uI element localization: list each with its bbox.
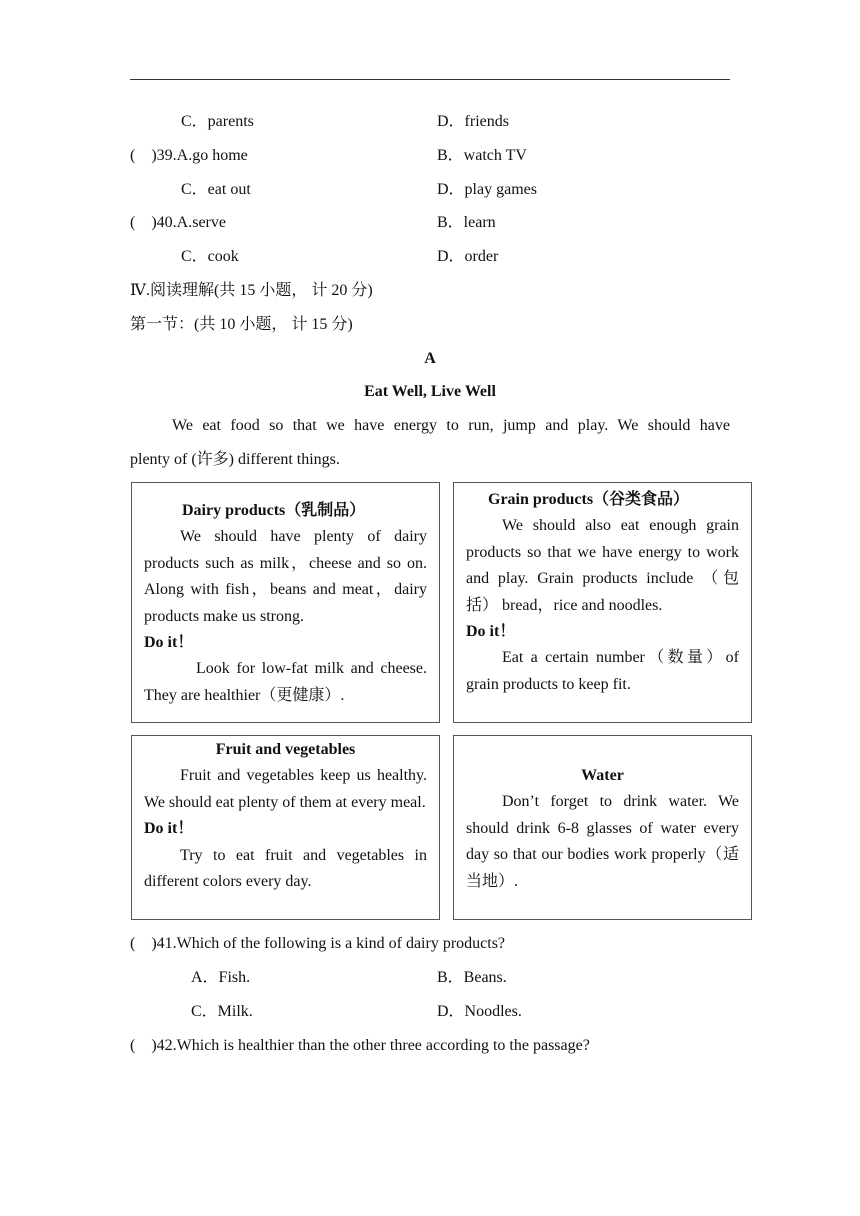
passage-letter: A xyxy=(424,350,436,367)
q40-option-b: B．learn xyxy=(437,214,496,231)
q39-option-d: D．play games xyxy=(437,181,537,198)
q41-option-a: A．Fish. xyxy=(191,969,251,986)
q39-option-b: B．watch TV xyxy=(437,147,527,164)
q41-stem: ( )41.Which of the following is a kind of dairy products? xyxy=(130,935,506,952)
water-body: Don’t forget to drink water. We should drink 6-8 glasses of water every day so that our bodies work properly（适当地）. xyxy=(466,793,739,890)
q39-option-c: C．eat out xyxy=(181,181,251,198)
water-title: Water xyxy=(581,767,624,784)
fruit-body: Fruit and vegetables keep us healthy. We should eat plenty of them at every meal. xyxy=(144,767,427,811)
header-rule xyxy=(130,79,730,80)
grain-title: Grain products（谷类食品） xyxy=(488,491,690,508)
intro-line-1: We eat food so that we have energy to run, jump and play. We should have xyxy=(172,417,730,434)
grain-do-it: Do it！ xyxy=(466,623,516,641)
q41-option-b: B．Beans. xyxy=(437,969,507,986)
q41-option-c: C．Milk. xyxy=(191,1003,253,1020)
dairy-title: Dairy products（乳制品） xyxy=(182,502,366,519)
section-heading: Ⅳ.阅读理解(共 15 小题， 计 20 分) xyxy=(130,282,373,299)
dairy-box xyxy=(131,482,440,723)
q41-option-d: D．Noodles. xyxy=(437,1003,522,1020)
q38-option-c: C．parents xyxy=(181,113,254,130)
water-box xyxy=(453,735,752,920)
grain-body: We should also eat enough grain products so that we have energy to work and play. Grain products include （包括） bread，rice and noodles. xyxy=(466,517,739,614)
dairy-tip: Look for low-fat milk and cheese. They are healthier（更健康）. xyxy=(144,660,427,704)
grain-tip: Eat a certain number（数量）of grain products to keep fit. xyxy=(466,649,739,693)
dairy-do-it: Do it！ xyxy=(144,634,194,652)
fruit-box xyxy=(131,735,440,920)
q39-stem: ( )39.A.go home xyxy=(130,147,248,164)
q40-option-d: D．order xyxy=(437,248,499,265)
part-heading: 第一节：(共 10 小题， 计 15 分) xyxy=(130,316,353,333)
grain-box xyxy=(453,482,752,723)
fruit-tip: Try to eat fruit and vegetables in different colors every day. xyxy=(144,846,427,891)
fruit-title: Fruit and vegetables xyxy=(215,741,356,758)
q38-option-d: D．friends xyxy=(437,113,509,130)
q42-stem: ( )42.Which is healthier than the other three according to the passage? xyxy=(130,1037,590,1054)
dairy-body: We should have plenty of dairy products such as milk，cheese and so on. Along with fish，beans and meat，dairy products make us strong. xyxy=(144,528,427,625)
passage-title: Eat Well, Live Well xyxy=(364,383,496,400)
intro-line-2: plenty of (许多) different things. xyxy=(130,451,340,468)
q40-option-c: C．cook xyxy=(181,248,239,265)
q40-stem: ( )40.A.serve xyxy=(130,214,226,231)
fruit-do-it: Do it！ xyxy=(144,820,194,838)
